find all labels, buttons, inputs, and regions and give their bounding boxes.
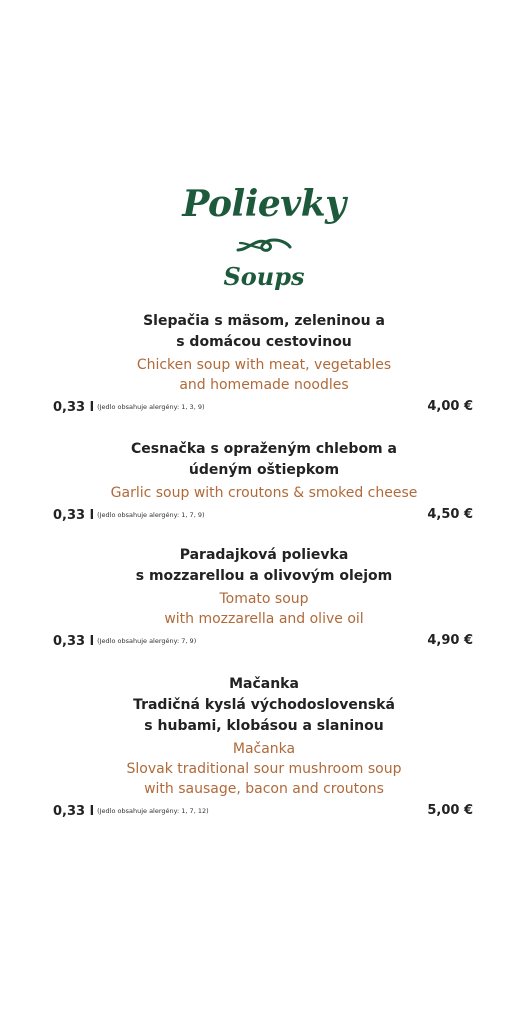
price-row [0,801,528,821]
page-subtitle: Soups [223,262,305,291]
item-price: 4,00 € [427,399,473,414]
menu-item [0,545,528,651]
price-row [0,505,528,525]
item-name-en [0,589,528,629]
price-row [0,631,528,651]
volume-value: 0,33 l [53,634,95,649]
item-name-en-line: and homemade noodles [179,377,349,393]
menu-item [0,674,528,821]
item-name-en [0,739,528,799]
page-title: Polievky [182,183,346,225]
item-volume [53,505,205,526]
item-name-en-line: Slovak traditional sour mushroom soup [126,761,402,777]
item-name-en [0,355,528,395]
volume-value: 0,33 l [53,400,95,415]
item-name-en-line: Chicken soup with meat, vegetables [136,357,392,373]
item-name-en-line: Mačanka [232,741,296,757]
price-row [0,397,528,417]
item-name-sk-line: Cesnačka s opraženým chlebom a [131,441,397,457]
item-name-sk-line: s mozzarellou a olivovým olejom [135,568,393,584]
allergen-note: (Jedlo obsahuje alergény: 1, 7, 12) [97,807,209,815]
item-name-sk-line: s hubami, klobásou a slaninou [144,718,384,734]
item-name-sk-line: Tradičná kyslá východoslovenská [133,697,395,713]
allergen-note: (Jedlo obsahuje alergény: 1, 3, 9) [97,403,205,411]
item-name-sk [0,311,528,353]
item-price: 4,90 € [427,633,473,648]
volume-value: 0,33 l [53,508,95,523]
item-name-en-line: with mozzarella and olive oil [164,611,364,627]
ampersand-swirl-icon [234,234,294,256]
item-name-sk-line: Paradajková polievka [179,547,349,563]
menu-item [0,439,528,525]
item-name-sk-line: údeným oštiepkom [188,462,340,478]
item-name-sk [0,439,528,481]
item-price: 5,00 € [427,803,473,818]
item-name-en-line: Tomato soup [219,591,309,607]
item-volume [53,397,205,418]
item-volume [53,801,209,822]
item-name-sk-line: s domácou cestovinou [176,334,352,350]
item-name-sk [0,674,528,737]
allergen-note: (Jedlo obsahuje alergény: 1, 7, 9) [97,511,205,519]
item-name-sk [0,545,528,587]
item-name-en-line: with sausage, bacon and croutons [144,781,384,797]
item-name-sk-line: Slepačia s mäsom, zeleninou a [143,313,385,329]
item-name-en [0,483,528,503]
item-volume [53,631,196,652]
item-name-en-line: Garlic soup with croutons & smoked cheese [110,485,418,501]
item-name-sk-line: Mačanka [229,676,299,692]
item-price: 4,50 € [427,507,473,522]
allergen-note: (Jedlo obsahuje alergény: 7, 9) [97,637,197,645]
menu-item [0,311,528,417]
volume-value: 0,33 l [53,804,95,819]
